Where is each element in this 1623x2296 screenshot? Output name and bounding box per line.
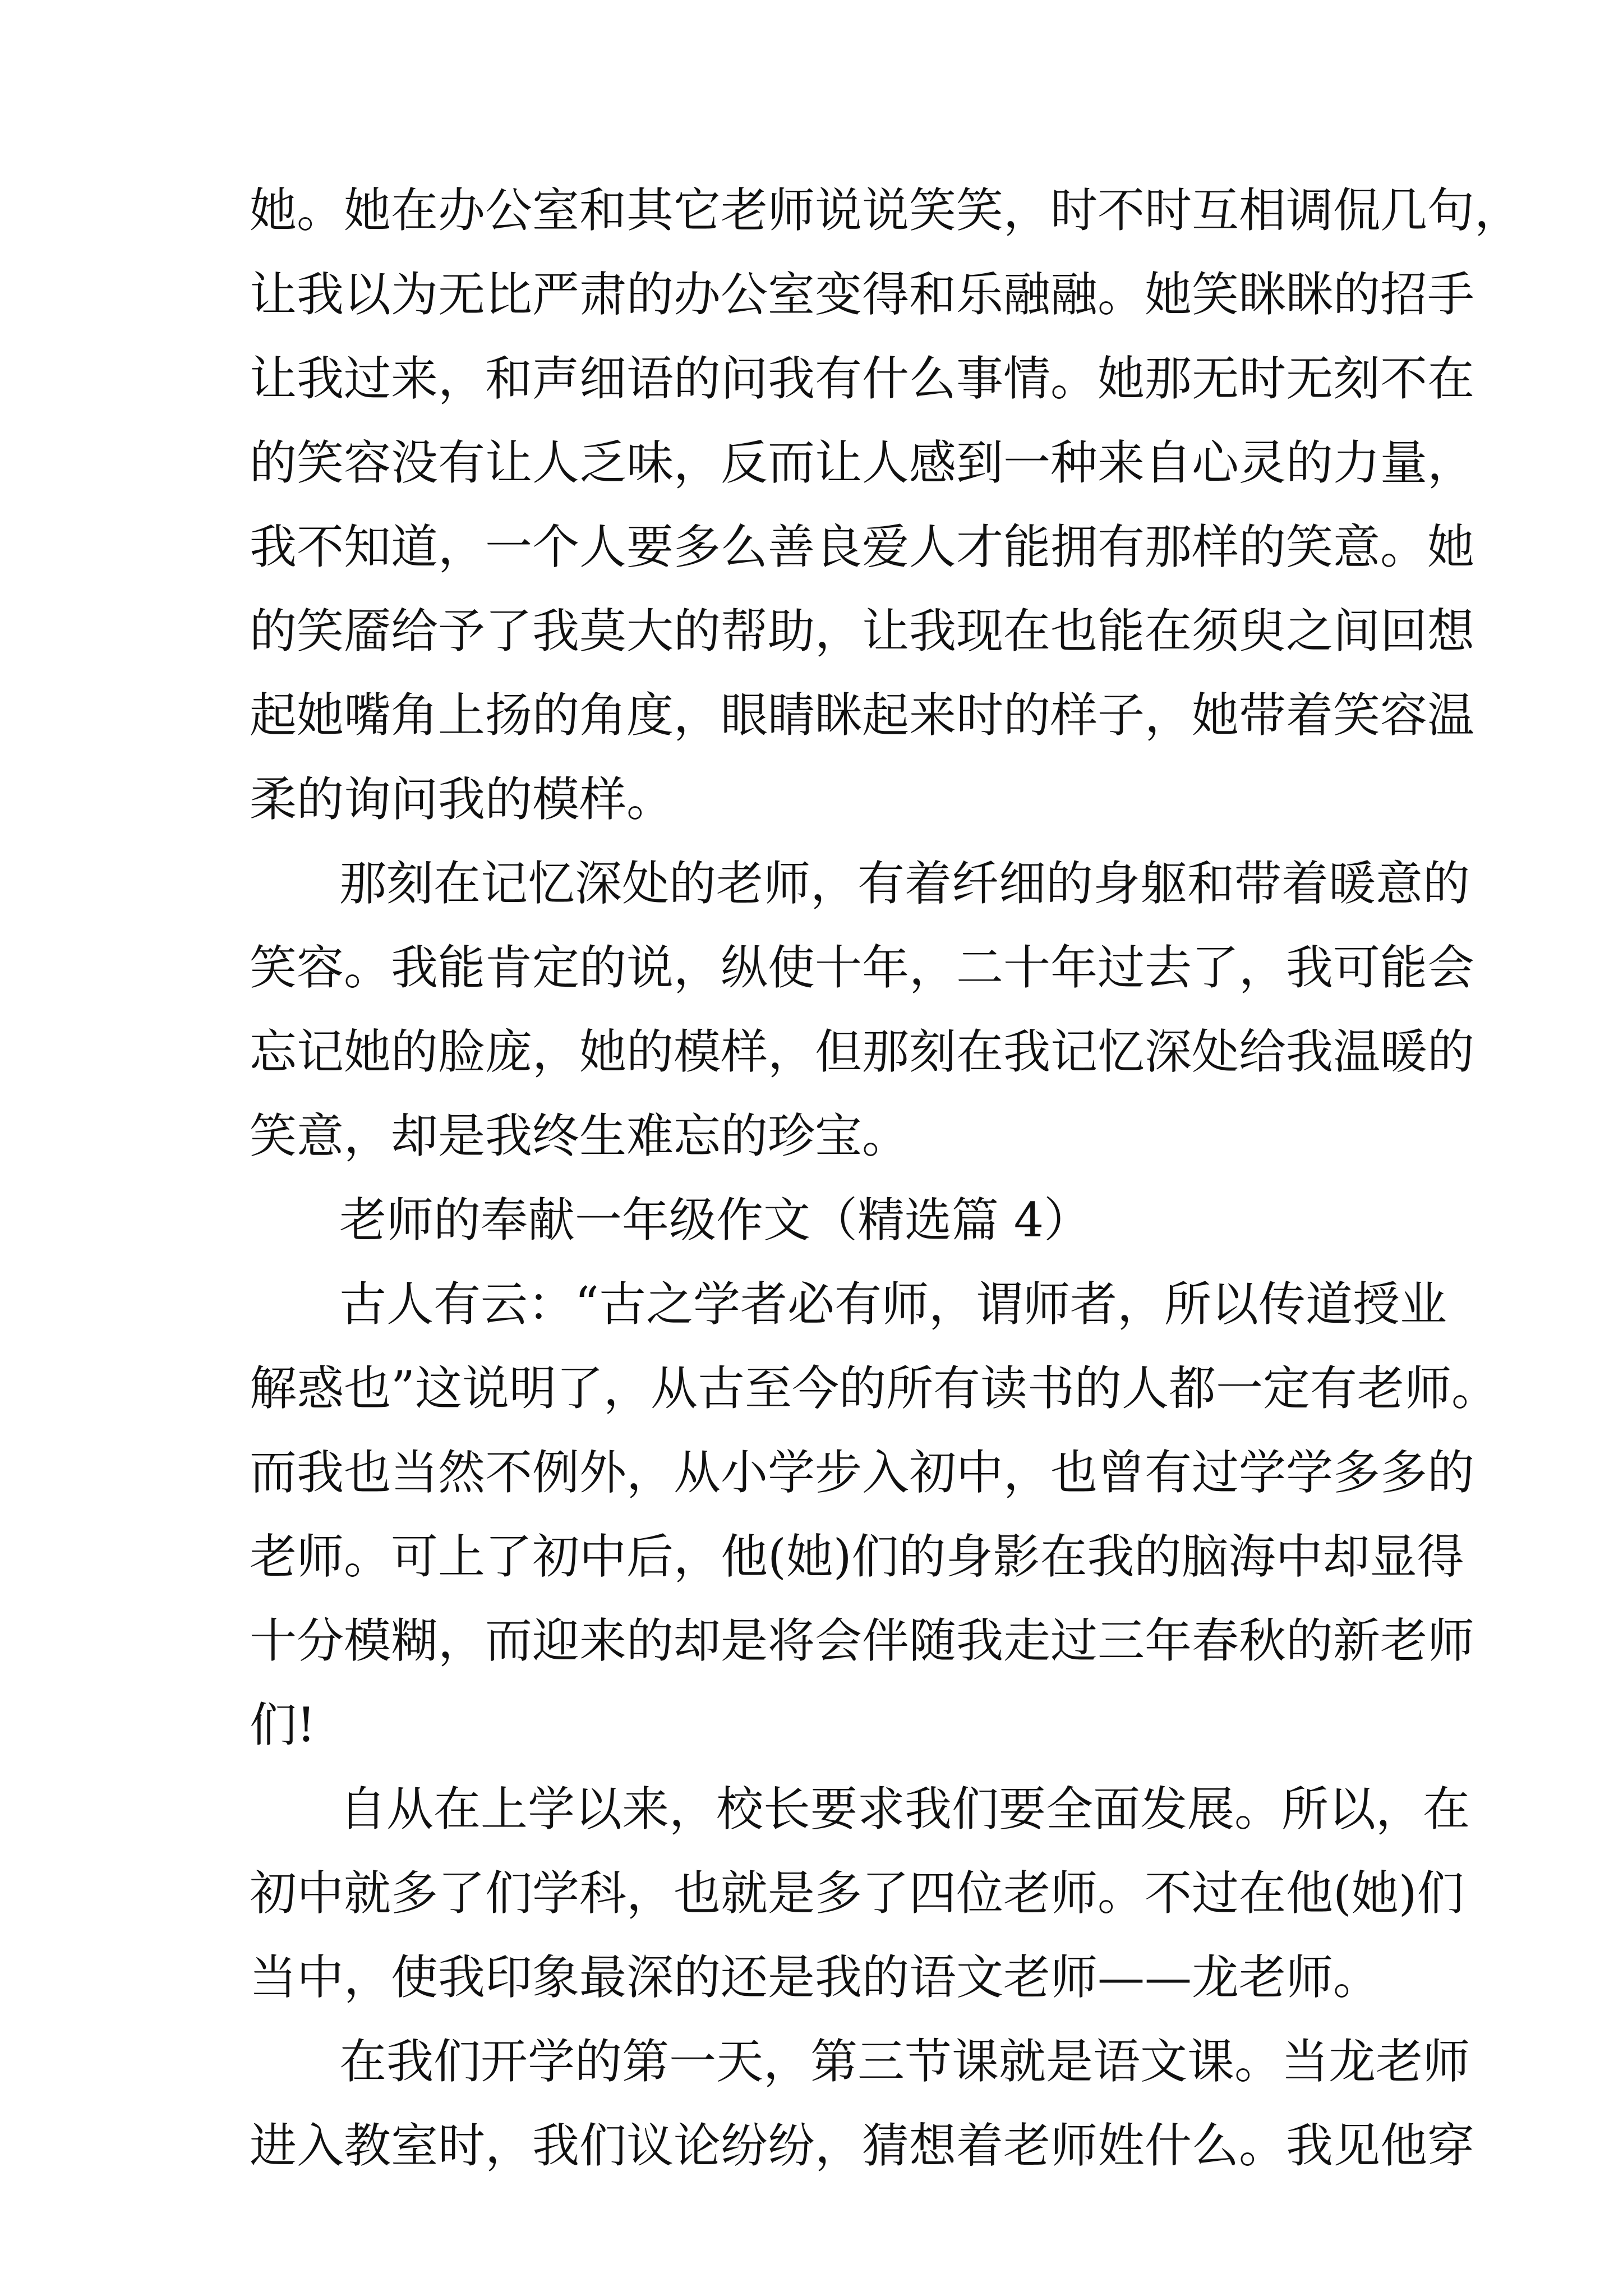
text-line: 她。她在办公室和其它老师说说笑笑，时不时互相调侃几句， [250, 183, 1522, 238]
text-line: 的笑靥给予了我莫大的帮助，让我现在也能在须臾之间回想 [250, 604, 1475, 659]
text-line: 起她嘴角上扬的角度，眼睛眯起来时的样子，她带着笑容温 [250, 688, 1475, 743]
text-line: 老师。可上了初中后，他(她)们的身影在我的脑海中却显得 [250, 1529, 1464, 1584]
paragraph-first-line: 那刻在记忆深处的老师，有着纤细的身躯和带着暖意的 [339, 856, 1470, 911]
text-line: 进入教室时，我们议论纷纷，猜想着老师姓什么。我见他穿 [250, 2118, 1475, 2173]
text-line: 当中，使我印象最深的还是我的语文老师——龙老师。 [250, 1950, 1381, 2005]
text-line: 笑容。我能肯定的说，纵使十年，二十年过去了，我可能会 [250, 940, 1475, 995]
text-line: 我不知道，一个人要多么善良爱人才能拥有那样的笑意。她 [250, 519, 1475, 574]
text-line: 柔的询问我的模样。 [250, 772, 674, 827]
text-line: 十分模糊，而迎来的却是将会伴随我走过三年春秋的新老师 [250, 1613, 1475, 1668]
text-line: 让我过来，和声细语的问我有什么事情。她那无时无刻不在 [250, 351, 1475, 406]
section-heading: 老师的奉献一年级作文（精选篇 4） [339, 1193, 1091, 1248]
text-line: 忘记她的脸庞，她的模样，但那刻在我记忆深处给我温暖的 [250, 1024, 1475, 1079]
text-line: 初中就多了们学科，也就是多了四位老师。不过在他(她)们 [250, 1866, 1464, 1921]
document-body [250, 168, 1522, 2188]
text-line: 解惑也”这说明了，从古至今的所有读书的人都一定有老师。 [250, 1361, 1498, 1416]
text-line: 而我也当然不例外，从小学步入初中，也曾有过学学多多的 [250, 1445, 1475, 1500]
paragraph-first-line: 自从在上学以来，校长要求我们要全面发展。所以，在 [339, 1782, 1470, 1837]
paragraph-first-line: 古人有云：“古之学者必有师，谓师者，所以传道授业 [339, 1277, 1447, 1332]
paragraph-first-line: 在我们开学的第一天，第三节课就是语文课。当龙老师 [339, 2034, 1470, 2089]
text-line: 让我以为无比严肃的办公室变得和乐融融。她笑眯眯的招手 [250, 267, 1475, 322]
text-line: 的笑容没有让人乏味，反而让人感到一种来自心灵的力量， [250, 435, 1475, 490]
text-line: 笑意，却是我终生难忘的珍宝。 [250, 1108, 910, 1163]
text-line: 们! [250, 1697, 316, 1752]
